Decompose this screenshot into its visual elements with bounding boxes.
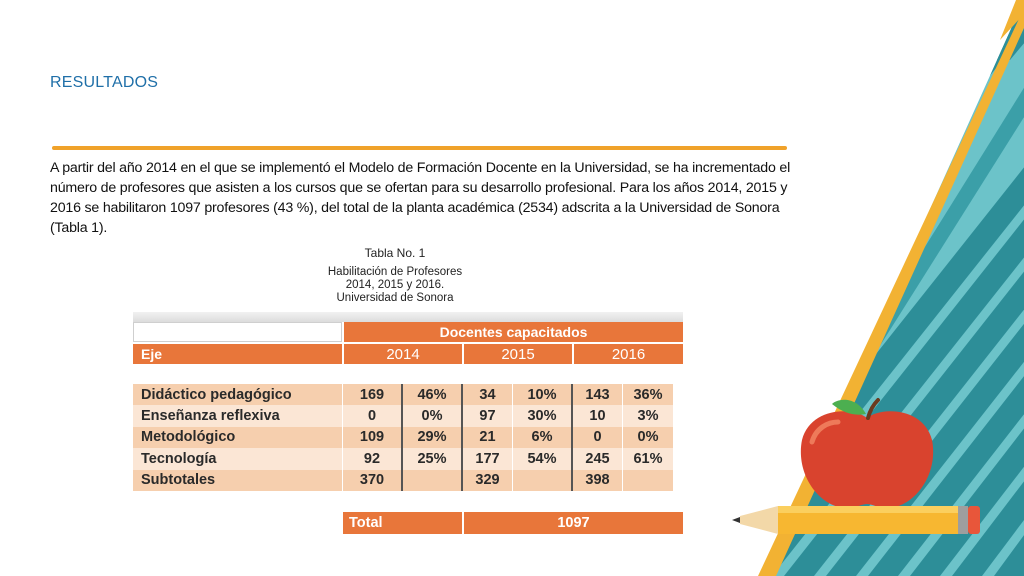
- value-cell: 169: [343, 384, 403, 405]
- percent-cell: 54%: [513, 448, 573, 469]
- title-divider: [52, 146, 787, 150]
- value-cell: 0: [343, 405, 403, 426]
- eje-cell: Enseñanza reflexiva: [133, 405, 343, 426]
- table-caption: [290, 266, 500, 305]
- year-label: 2016: [611, 345, 646, 363]
- eje-cell: Didáctico pedagógico: [133, 384, 343, 405]
- percent-cell: 6%: [513, 427, 573, 448]
- percent-cell: 30%: [513, 405, 573, 426]
- axis-header: [133, 344, 342, 364]
- table-caption-line1: Habilitación de Profesores: [327, 266, 463, 278]
- eje-cell: Tecnología: [133, 448, 343, 469]
- percent-cell: 61%: [623, 448, 673, 469]
- body-paragraph: A partir del año 2014 en el que se implementó el Modelo de Formación Docente en la Universidad, se ha incrementado el número de profesores que asisten a los cursos que se ofertan para su desarrollo profesional. Para los años 2014, 2015 y 2016 se habilitaron 1097 profesores (43 %), del total de la planta académica (2534) adscrita a la Universidad de Sonora (Tabla 1).: [50, 160, 791, 236]
- value-cell: 143: [573, 384, 623, 405]
- table-header-blank: [133, 322, 342, 342]
- pencil-icon: [732, 504, 982, 536]
- value-cell: 245: [573, 448, 623, 469]
- percent-cell: [623, 470, 673, 491]
- group-header: [344, 322, 683, 342]
- axis-header-label: Eje: [141, 346, 163, 362]
- percent-cell: 25%: [403, 448, 463, 469]
- subtotal-row: [133, 470, 683, 491]
- percent-cell: 3%: [623, 405, 673, 426]
- group-header-label: Docentes capacitados: [439, 324, 588, 340]
- table-row: [133, 448, 683, 469]
- percent-cell: 36%: [623, 384, 673, 405]
- year-label: 2014: [386, 345, 420, 363]
- value-cell: 21: [463, 427, 513, 448]
- value-cell: 92: [343, 448, 403, 469]
- percent-cell: 0%: [403, 405, 463, 426]
- value-cell: 0: [573, 427, 623, 448]
- table-caption-line3: Universidad de Sonora: [336, 292, 454, 304]
- percent-cell: [403, 470, 463, 491]
- total-label: Total: [343, 512, 462, 534]
- table-top-strip: [133, 312, 683, 322]
- value-cell: 329: [463, 470, 513, 491]
- percent-cell: 0%: [623, 427, 673, 448]
- value-cell: 370: [343, 470, 403, 491]
- eje-cell: Subtotales: [133, 470, 343, 491]
- total-value: 1097: [464, 512, 683, 534]
- eje-cell: Metodológico: [133, 427, 343, 448]
- apple-icon: [792, 392, 942, 512]
- table-row: [133, 427, 683, 448]
- value-cell: 109: [343, 427, 403, 448]
- percent-cell: 10%: [513, 384, 573, 405]
- table-row: [133, 384, 683, 405]
- value-cell: 398: [573, 470, 623, 491]
- value-cell: 177: [463, 448, 513, 469]
- value-cell: 10: [573, 405, 623, 426]
- percent-cell: 29%: [403, 427, 463, 448]
- value-cell: 97: [463, 405, 513, 426]
- table-caption-number: Tabla No. 1: [364, 246, 426, 260]
- table-row: [133, 405, 683, 426]
- slide-title: RESULTADOS: [50, 74, 159, 91]
- table-caption-line2: 2014, 2015 y 2016.: [345, 279, 445, 291]
- year-label: 2015: [501, 345, 535, 363]
- percent-cell: 46%: [403, 384, 463, 405]
- year-header-2016: [574, 344, 683, 364]
- value-cell: 34: [463, 384, 513, 405]
- data-table: [133, 384, 683, 491]
- year-header-2014: [344, 344, 462, 364]
- year-header-2015: [464, 344, 572, 364]
- percent-cell: [513, 470, 573, 491]
